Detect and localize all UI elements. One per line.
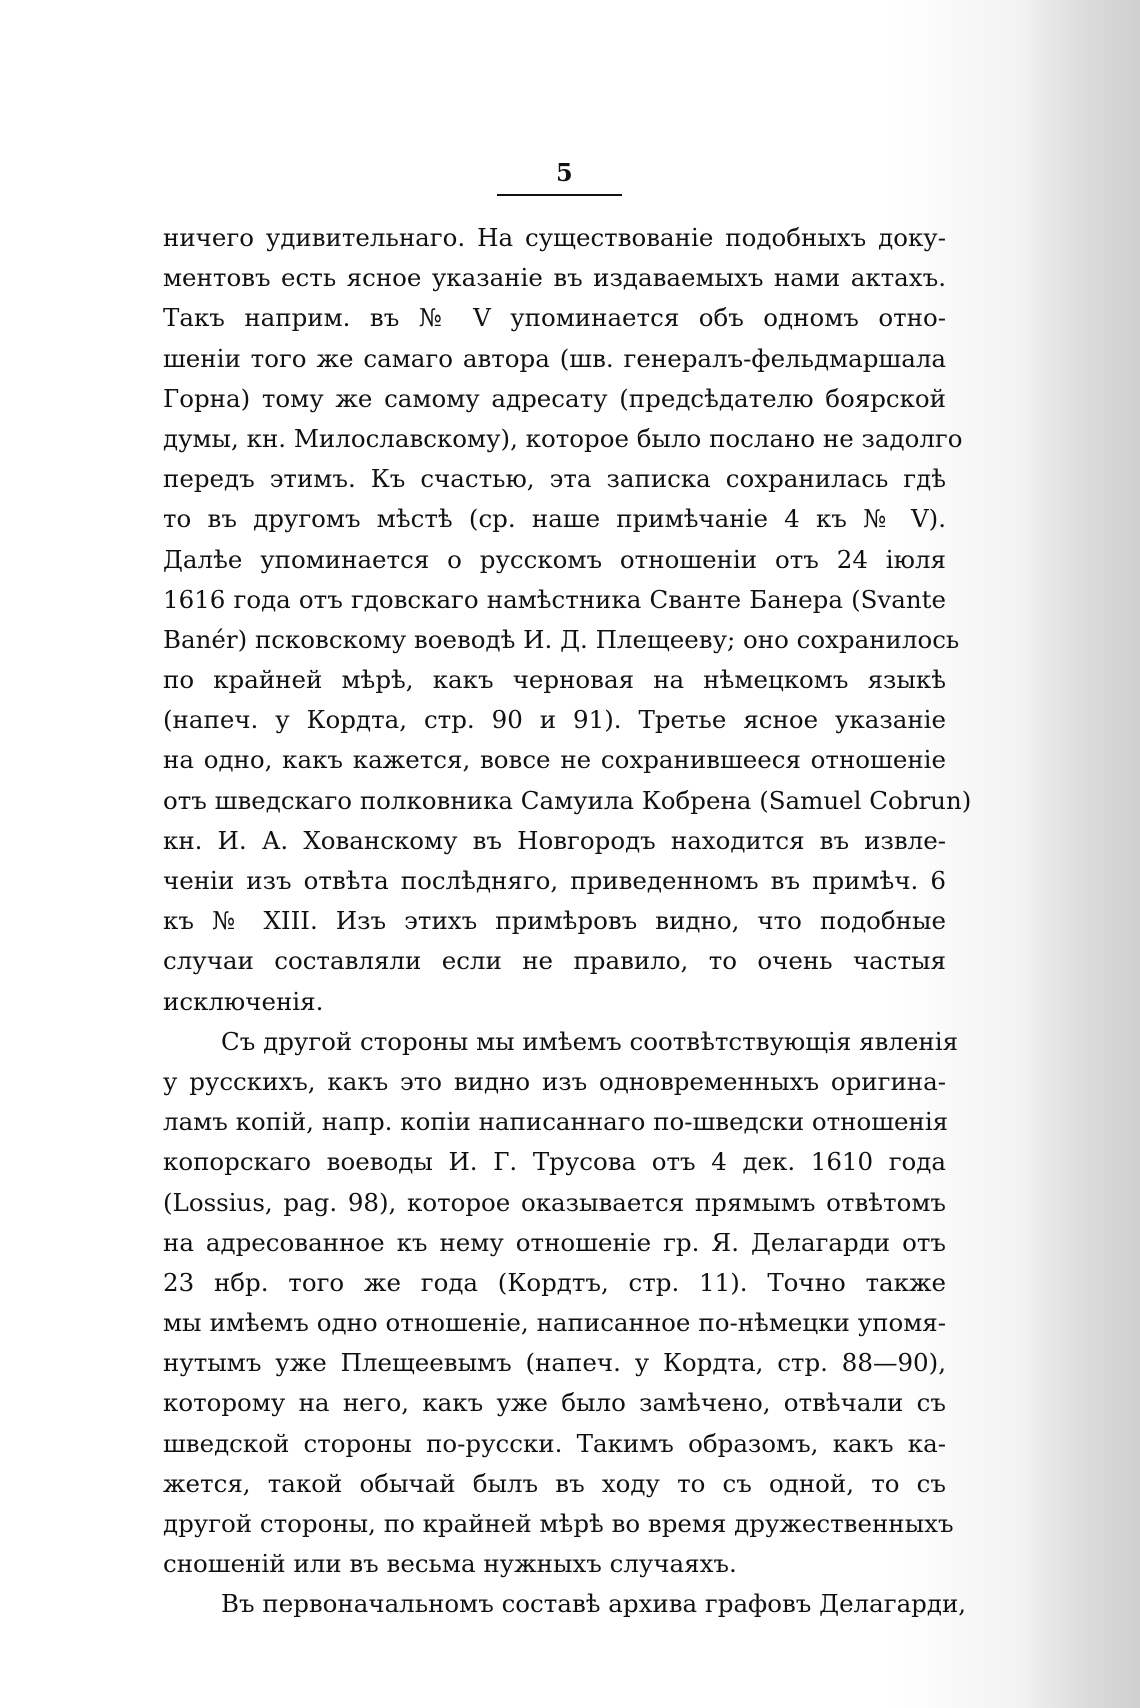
text-line: жется, такой обычай былъ въ ходу то съ одной, то съ — [163, 1468, 946, 1498]
text-line: сношеній или въ весьма нужныхъ случаяхъ. — [163, 1549, 737, 1579]
text-line: Такъ наприм. въ № V упоминается объ одномъ отно- — [163, 303, 946, 333]
text-line: у русскихъ, какъ это видно изъ одновременныхъ оригина- — [163, 1066, 946, 1096]
text-line: Banér) псковскому воеводѣ И. Д. Плещееву; оно сохранилось — [163, 624, 960, 654]
page-number: 5 — [556, 158, 573, 187]
text-line: передъ этимъ. Къ счастью, эта записка сохранилась гдѣ — [163, 464, 946, 494]
text-line: думы, кн. Милославскому), которое было послано не задолго — [163, 423, 963, 453]
text-line: шведской стороны по-русски. Такимъ образомъ, какъ ка- — [163, 1428, 946, 1458]
text-line: на адресованное къ нему отношеніе гр. Я. Делагарди отъ — [163, 1227, 946, 1257]
text-line: копорскаго воеводы И. Г. Трусова отъ 4 дек. 1610 года — [163, 1147, 946, 1177]
text-line: къ № XIII. Изъ этихъ примѣровъ видно, что подобные — [163, 906, 946, 936]
text-line: (Lossius, pag. 98), которое оказывается прямымъ отвѣтомъ — [163, 1187, 946, 1217]
text-line: другой стороны, по крайней мѣрѣ во время дружественныхъ — [163, 1509, 954, 1538]
text-line: 1616 года отъ гдовскаго намѣстника Сванте Банера (Svante — [163, 584, 946, 614]
header-rule — [497, 194, 622, 196]
text-line: которому на него, какъ уже было замѣчено, отвѣчали съ — [163, 1388, 946, 1418]
body-text — [163, 218, 972, 1625]
text-line: случаи составляли если не правило, то очень частыя — [163, 946, 946, 976]
text-line: ничего удивительнаго. На существованіе подобныхъ доку- — [163, 223, 946, 252]
text-line: исключенія. — [163, 986, 324, 1016]
text-line: Далѣе упоминается о русскомъ отношеніи отъ 24 іюля — [163, 544, 946, 574]
text-line: Съ другой стороны мы имѣемъ соотвѣтствующія явленія — [221, 1026, 959, 1056]
text-line: по крайней мѣрѣ, какъ черновая на нѣмецкомъ языкѣ — [163, 665, 946, 695]
text-line: нутымъ уже Плещеевымъ (напеч. у Кордта, стр. 88—90), — [163, 1348, 946, 1378]
text-line: ченіи изъ отвѣта послѣдняго, приведенномъ въ примѣч. 6 — [163, 866, 946, 895]
text-line: на одно, какъ кажется, вовсе не сохранившееся отношеніе — [163, 745, 946, 775]
text-line: Горна) тому же самому адресату (предсѣдателю боярской — [163, 383, 946, 413]
text-line: Въ первоначальномъ составѣ архива графовъ Делагарди, — [221, 1589, 967, 1619]
text-line: ламъ копій, напр. копіи написаннаго по-шведски отношенія — [163, 1107, 949, 1137]
text-line: мы имѣемъ одно отношеніе, написанное по-нѣмецки упомя- — [163, 1308, 946, 1338]
text-line: шеніи того же самаго автора (шв. генералъ-фельдмаршала — [163, 343, 946, 373]
text-line: (напеч. у Кордта, стр. 90 и 91). Третье ясное указаніе — [163, 705, 946, 735]
text-line: то въ другомъ мѣстѣ (ср. наше примѣчаніе 4 къ № V). — [163, 504, 946, 534]
text-line: 23 нбр. того же года (Кордтъ, стр. 11). Точно также — [163, 1267, 946, 1297]
page-edge-shadow — [1020, 0, 1140, 1708]
text-line: кн. И. А. Хованскому въ Новгородъ находится въ извле- — [163, 825, 946, 855]
text-line: ментовъ есть ясное указаніе въ издаваемыхъ нами актахъ. — [163, 263, 946, 293]
text-line: отъ шведскаго полковника Самуила Кобрена (Samuel Cobrun) — [163, 785, 972, 815]
